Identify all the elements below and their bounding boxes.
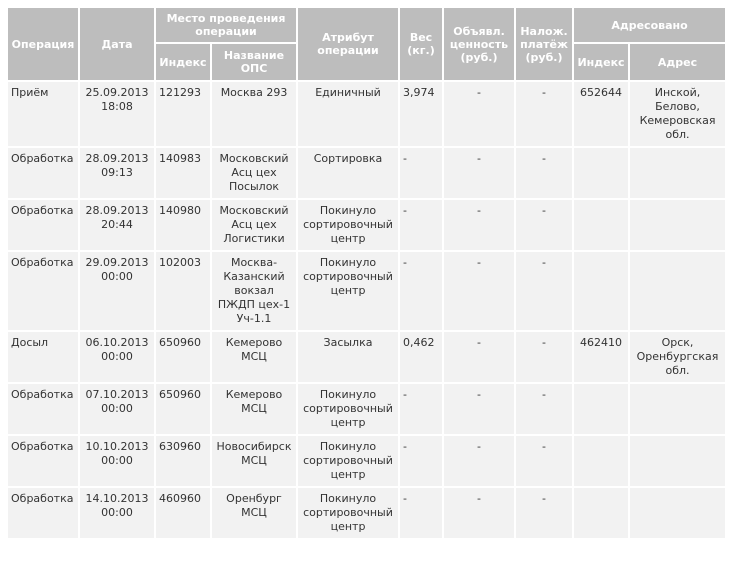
cell-location-name: Новосибирск МСЦ xyxy=(212,436,296,486)
header-location: Место проведения операции xyxy=(156,8,296,42)
cell-cod: - xyxy=(516,332,572,382)
cell-operation: Обработка xyxy=(8,148,78,198)
cell-location-name: Москва-Казанский вокзал ПЖДП цех-1 Уч-1.1 xyxy=(212,252,296,330)
cell-addressed-index xyxy=(574,384,628,434)
cell-location-name: Кемерово МСЦ xyxy=(212,384,296,434)
date-value: 06.10.2013 xyxy=(85,336,149,349)
cell-cod: - xyxy=(516,436,572,486)
table-row xyxy=(8,200,725,250)
cell-weight: - xyxy=(400,436,442,486)
header-addressed-index: Индекс xyxy=(574,44,628,80)
cell-date xyxy=(80,436,154,486)
date-value: 28.09.2013 xyxy=(85,204,149,217)
cell-location-name: Кемерово МСЦ xyxy=(212,332,296,382)
cell-cod: - xyxy=(516,82,572,146)
cell-date xyxy=(80,82,154,146)
cell-addressed-address xyxy=(630,384,725,434)
cell-addressed-index xyxy=(574,436,628,486)
cell-declared-value: - xyxy=(444,332,514,382)
cell-declared-value: - xyxy=(444,200,514,250)
time-value: 18:08 xyxy=(101,100,133,113)
cell-location-index: 650960 xyxy=(156,384,210,434)
cell-addressed-address: Орск, Оренбургская обл. xyxy=(630,332,725,382)
table-row xyxy=(8,488,725,538)
cell-attribute: Засылка xyxy=(298,332,398,382)
table-row xyxy=(8,148,725,198)
time-value: 00:00 xyxy=(101,506,133,519)
cell-addressed-address xyxy=(630,436,725,486)
header-location-index: Индекс xyxy=(156,44,210,80)
header-addressed: Адресовано xyxy=(574,8,725,42)
cell-operation: Обработка xyxy=(8,488,78,538)
time-value: 20:44 xyxy=(101,218,133,231)
cell-addressed-address xyxy=(630,200,725,250)
cell-location-index: 140983 xyxy=(156,148,210,198)
time-value: 00:00 xyxy=(101,454,133,467)
table-body xyxy=(8,82,725,538)
cell-declared-value: - xyxy=(444,436,514,486)
cell-location-index: 460960 xyxy=(156,488,210,538)
cell-cod: - xyxy=(516,488,572,538)
cell-weight: 0,462 xyxy=(400,332,442,382)
header-weight: Вес (кг.) xyxy=(400,8,442,80)
header-addressed-address: Адрес xyxy=(630,44,725,80)
cell-declared-value: - xyxy=(444,148,514,198)
cell-addressed-address xyxy=(630,488,725,538)
date-value: 25.09.2013 xyxy=(85,86,149,99)
cell-addressed-address xyxy=(630,148,725,198)
cell-operation: Обработка xyxy=(8,200,78,250)
cell-addressed-index xyxy=(574,252,628,330)
cell-location-index: 630960 xyxy=(156,436,210,486)
date-value: 07.10.2013 xyxy=(85,388,149,401)
cell-weight: - xyxy=(400,384,442,434)
header-attribute: Атрибут операции xyxy=(298,8,398,80)
cell-attribute: Покинуло сортировочный центр xyxy=(298,200,398,250)
cell-operation: Приём xyxy=(8,82,78,146)
cell-declared-value: - xyxy=(444,82,514,146)
cell-date xyxy=(80,200,154,250)
cell-date xyxy=(80,332,154,382)
cell-attribute: Единичный xyxy=(298,82,398,146)
cell-attribute: Покинуло сортировочный центр xyxy=(298,252,398,330)
cell-declared-value: - xyxy=(444,384,514,434)
table-row xyxy=(8,82,725,146)
header-date: Дата xyxy=(80,8,154,80)
cell-cod: - xyxy=(516,200,572,250)
cell-weight: - xyxy=(400,200,442,250)
cell-addressed-index: 652644 xyxy=(574,82,628,146)
cell-addressed-index xyxy=(574,148,628,198)
cell-cod: - xyxy=(516,384,572,434)
cell-cod: - xyxy=(516,252,572,330)
time-value: 00:00 xyxy=(101,350,133,363)
date-value: 28.09.2013 xyxy=(85,152,149,165)
cell-date xyxy=(80,252,154,330)
tracking-table xyxy=(6,6,727,540)
cell-location-index: 102003 xyxy=(156,252,210,330)
table-row xyxy=(8,332,725,382)
table-row xyxy=(8,252,725,330)
cell-location-index: 650960 xyxy=(156,332,210,382)
cell-date xyxy=(80,148,154,198)
cell-location-index: 140980 xyxy=(156,200,210,250)
cell-addressed-index xyxy=(574,200,628,250)
cell-attribute: Сортировка xyxy=(298,148,398,198)
cell-attribute: Покинуло сортировочный центр xyxy=(298,384,398,434)
cell-addressed-address xyxy=(630,252,725,330)
cell-attribute: Покинуло сортировочный центр xyxy=(298,436,398,486)
cell-date xyxy=(80,384,154,434)
cell-operation: Обработка xyxy=(8,252,78,330)
header-location-name: Название ОПС xyxy=(212,44,296,80)
header-cod: Налож. платёж (руб.) xyxy=(516,8,572,80)
cell-declared-value: - xyxy=(444,252,514,330)
cell-operation: Обработка xyxy=(8,384,78,434)
cell-declared-value: - xyxy=(444,488,514,538)
cell-location-name: Оренбург МСЦ xyxy=(212,488,296,538)
cell-location-name: Москва 293 xyxy=(212,82,296,146)
cell-operation: Обработка xyxy=(8,436,78,486)
cell-addressed-index xyxy=(574,488,628,538)
cell-addressed-index: 462410 xyxy=(574,332,628,382)
cell-weight: - xyxy=(400,252,442,330)
cell-location-name: Московский Асц цех Посылок xyxy=(212,148,296,198)
cell-location-index: 121293 xyxy=(156,82,210,146)
header-operation: Операция xyxy=(8,8,78,80)
cell-weight: - xyxy=(400,148,442,198)
date-value: 14.10.2013 xyxy=(85,492,149,505)
header-declared-value: Объявл. ценность (руб.) xyxy=(444,8,514,80)
cell-attribute: Покинуло сортировочный центр xyxy=(298,488,398,538)
cell-operation: Досыл xyxy=(8,332,78,382)
cell-weight: - xyxy=(400,488,442,538)
time-value: 09:13 xyxy=(101,166,133,179)
table-row xyxy=(8,384,725,434)
date-value: 10.10.2013 xyxy=(85,440,149,453)
time-value: 00:00 xyxy=(101,270,133,283)
cell-cod: - xyxy=(516,148,572,198)
cell-addressed-address: Инской, Белово, Кемеровская обл. xyxy=(630,82,725,146)
date-value: 29.09.2013 xyxy=(85,256,149,269)
cell-location-name: Московский Асц цех Логистики xyxy=(212,200,296,250)
time-value: 00:00 xyxy=(101,402,133,415)
table-row xyxy=(8,436,725,486)
cell-date xyxy=(80,488,154,538)
cell-weight: 3,974 xyxy=(400,82,442,146)
